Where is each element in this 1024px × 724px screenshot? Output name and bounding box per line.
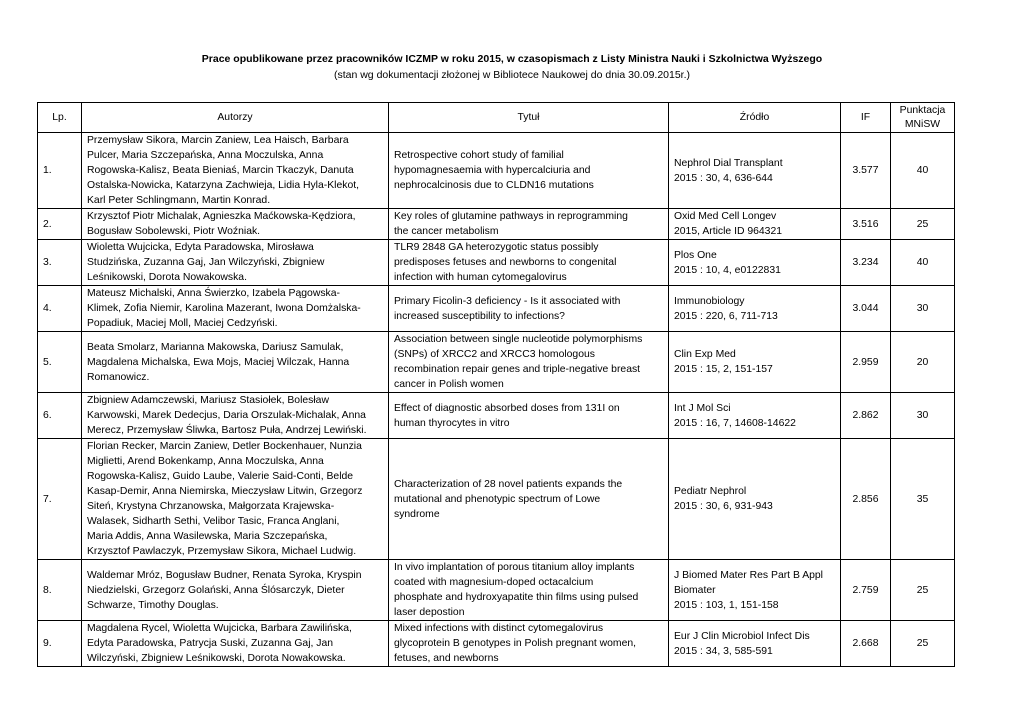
row-number: 2. <box>38 209 82 240</box>
title-line: Retrospective cohort study of familial <box>394 150 564 161</box>
row-authors <box>82 133 389 209</box>
title-line: In vivo implantation of porous titanium alloy implants <box>394 562 635 573</box>
authors-line: Mateusz Michalski, Anna Świerzko, Izabela Pągowska- <box>87 288 340 299</box>
source-line: Biomater <box>674 584 716 596</box>
row-authors <box>82 332 389 393</box>
authors-line: Popadiuk, Maciej Moll, Maciej Cedzyński. <box>87 318 278 329</box>
title-line: recombination repair genes and triple-negative breast <box>394 364 641 375</box>
row-points: 30 <box>891 393 955 439</box>
authors-line: Niedzielski, Grzegorz Golański, Anna Ślósarczyk, Dieter <box>87 584 345 596</box>
authors-line: Schwarze, Timothy Douglas. <box>87 599 219 611</box>
header-title: Tytuł <box>389 103 669 133</box>
table-row <box>38 393 955 439</box>
authors-line: Florian Recker, Marcin Zaniew, Detler Bockenhauer, Nunzia <box>87 441 362 452</box>
table-row <box>38 286 955 332</box>
authors-line: Krzysztof Piotr Michalak, Agnieszka Maćkowska-Kędziora, <box>87 211 356 222</box>
source-line: Immunobiology <box>674 295 745 307</box>
row-source <box>669 209 841 240</box>
header-if: IF <box>841 103 891 133</box>
row-authors <box>82 560 389 621</box>
row-authors <box>82 393 389 439</box>
row-source <box>669 240 841 286</box>
title-line: mutational and phenotypic spectrum of Lowe <box>394 493 601 505</box>
source-line: Plos One <box>674 249 717 261</box>
row-title <box>389 332 669 393</box>
source-line: 2015 : 30, 4, 636-644 <box>674 172 773 184</box>
authors-line: Magdalena Michalska, Ewa Mojs, Maciej Wilczak, Hanna <box>87 356 350 368</box>
authors-line: Pulcer, Maria Szczepańska, Anna Moczulska, Anna <box>87 150 324 161</box>
authors-line: Leśnikowski, Dorota Nowakowska. <box>87 272 247 283</box>
title-line: coated with magnesium-doped octacalcium <box>394 577 594 588</box>
row-points: 25 <box>891 209 955 240</box>
authors-line: Kasap-Demir, Anna Niemirska, Mieczysław Litwin, Grzegorz <box>87 486 363 497</box>
row-impact-factor: 2.668 <box>841 621 891 667</box>
row-points: 40 <box>891 133 955 209</box>
authors-line: Siteń, Krystyna Chrzanowska, Małgorzata Krajewska- <box>87 501 335 512</box>
source-line: 2015, Article ID 964321 <box>674 226 783 237</box>
authors-line: Bogusław Sobolewski, Piotr Woźniak. <box>87 226 261 237</box>
row-source <box>669 621 841 667</box>
row-title <box>389 240 669 286</box>
title-line: cancer in Polish women <box>394 379 504 390</box>
row-source <box>669 286 841 332</box>
header-source: Źródło <box>669 103 841 133</box>
row-number: 5. <box>38 332 82 393</box>
table-row <box>38 332 955 393</box>
title-line: predisposes fetuses and newborns to congenital <box>394 257 617 268</box>
authors-line: Merecz, Przemysław Śliwka, Bartosz Puła, Andrzej Lewiński. <box>87 425 367 436</box>
row-source <box>669 439 841 560</box>
source-line: Int J Mol Sci <box>674 402 731 414</box>
authors-line: Walasek, Sidharth Sethi, Velibor Tasic, Franca Anglani, <box>87 516 340 527</box>
row-authors <box>82 439 389 560</box>
table-row <box>38 621 955 667</box>
table-row <box>38 240 955 286</box>
authors-line: Wilczyński, Zbigniew Leśnikowski, Dorota Nowakowska. <box>87 653 346 664</box>
header-points: Punktacja MNiSW <box>891 103 955 133</box>
authors-line: Karwowski, Marek Dedecjus, Daria Orszulak-Michalak, Anna <box>87 410 366 421</box>
authors-line: Magdalena Rycel, Wioletta Wujcicka, Barbara Zawilińska, <box>87 623 352 634</box>
authors-line: Zbigniew Adamczewski, Mariusz Stasiołek, Bolesław <box>87 395 329 406</box>
table-header-row <box>38 103 955 133</box>
authors-line: Karl Peter Schlingmann, Martin Konrad. <box>87 195 271 206</box>
row-authors <box>82 286 389 332</box>
source-line: 2015 : 15, 2, 151-157 <box>674 364 773 375</box>
row-impact-factor: 3.044 <box>841 286 891 332</box>
authors-line: Ostalska-Nowicka, Katarzyna Zachwieja, Lidia Hyla-Klekot, <box>87 180 359 191</box>
row-source <box>669 393 841 439</box>
header-authors: Autorzy <box>82 103 389 133</box>
row-source <box>669 560 841 621</box>
row-number: 4. <box>38 286 82 332</box>
authors-line: Rogowska-Kalisz, Beata Bieniaś, Marcin Tkaczyk, Danuta <box>87 165 354 176</box>
authors-line: Edyta Paradowska, Patrycja Suski, Zuzanna Gaj, Jan <box>87 638 334 649</box>
source-line: 2015 : 16, 7, 14608-14622 <box>674 417 796 429</box>
title-line: nephrocalcinosis due to CLDN16 mutations <box>394 180 594 191</box>
row-title <box>389 286 669 332</box>
title-line: Association between single nucleotide polymorphisms <box>394 334 643 345</box>
row-number: 3. <box>38 240 82 286</box>
source-line: J Biomed Mater Res Part B Appl <box>674 569 823 581</box>
row-points: 40 <box>891 240 955 286</box>
title-line: human thyrocytes in vitro <box>394 417 510 429</box>
title-line: syndrome <box>394 508 440 520</box>
row-authors <box>82 209 389 240</box>
authors-line: Krzysztof Pawlaczyk, Przemysław Sikora, Michael Ludwig. <box>87 546 357 557</box>
authors-line: Przemysław Sikora, Marcin Zaniew, Lea Haisch, Barbara <box>87 135 349 146</box>
authors-line: Waldemar Mróz, Bogusław Budner, Renata Syroka, Kryspin <box>87 569 362 581</box>
row-title <box>389 621 669 667</box>
authors-line: Beata Smolarz, Marianna Makowska, Dariusz Samulak, <box>87 341 344 353</box>
row-points: 25 <box>891 560 955 621</box>
table-row <box>38 439 955 560</box>
title-line: TLR9 2848 GA heterozygotic status possibly <box>394 242 599 253</box>
header-lp: Lp. <box>38 103 82 133</box>
authors-line: Romanowicz. <box>87 371 150 383</box>
row-number: 7. <box>38 439 82 560</box>
row-impact-factor: 2.856 <box>841 439 891 560</box>
table-row <box>38 209 955 240</box>
title-line: laser depostion <box>394 607 465 618</box>
table-row <box>38 133 955 209</box>
row-title <box>389 560 669 621</box>
authors-line: Studzińska, Zuzanna Gaj, Jan Wilczyński, Zbigniew <box>87 257 325 268</box>
row-title <box>389 133 669 209</box>
authors-line: Maria Addis, Anna Wasilewska, Maria Szczepańska, <box>87 531 328 542</box>
row-source <box>669 332 841 393</box>
title-line: Effect of diagnostic absorbed doses from 131I on <box>394 402 620 414</box>
source-line: 2015 : 220, 6, 711-713 <box>674 310 778 322</box>
title-line: fetuses, and newborns <box>394 653 499 664</box>
source-line: Clin Exp Med <box>674 349 736 360</box>
source-line: 2015 : 30, 6, 931-943 <box>674 501 773 512</box>
authors-line: Klimek, Zofia Niemir, Karolina Mazerant, Iwona Domżalska- <box>87 303 361 314</box>
table-row <box>38 560 955 621</box>
row-impact-factor: 3.516 <box>841 209 891 240</box>
row-source <box>669 133 841 209</box>
title-line: phosphate and hydroxyapatite thin films using pulsed <box>394 592 639 603</box>
source-line: 2015 : 103, 1, 151-158 <box>674 599 779 611</box>
row-number: 8. <box>38 560 82 621</box>
row-impact-factor: 2.862 <box>841 393 891 439</box>
title-line: infection with human cytomegalovirus <box>394 272 567 283</box>
row-impact-factor: 2.959 <box>841 332 891 393</box>
title-line: (SNPs) of XRCC2 and XRCC3 homologous <box>394 349 595 360</box>
row-title <box>389 439 669 560</box>
row-title <box>389 393 669 439</box>
authors-line: Miglietti, Arend Bokenkamp, Anna Moczulska, Anna <box>87 456 324 467</box>
row-impact-factor: 2.759 <box>841 560 891 621</box>
source-line: Eur J Clin Microbiol Infect Dis <box>674 630 810 642</box>
title-line: glycoprotein B genotypes in Polish pregnant women, <box>394 638 637 649</box>
row-impact-factor: 3.234 <box>841 240 891 286</box>
document-subtitle: (stan wg dokumentacji złożonej w Bibliotece Naukowej do dnia 30.09.2015r.) <box>333 69 691 81</box>
source-line: 2015 : 34, 3, 585-591 <box>674 645 773 657</box>
row-points: 25 <box>891 621 955 667</box>
row-title <box>389 209 669 240</box>
title-line: increased susceptibility to infections? <box>394 310 565 322</box>
row-number: 1. <box>38 133 82 209</box>
title-line: the cancer metabolism <box>394 226 499 237</box>
authors-line: Rogowska-Kalisz, Guido Laube, Valerie Said-Conti, Belde <box>87 471 354 482</box>
authors-line: Wioletta Wujcicka, Edyta Paradowska, Mirosława <box>87 242 314 253</box>
row-points: 35 <box>891 439 955 560</box>
source-line: 2015 : 10, 4, e0122831 <box>674 264 781 276</box>
row-number: 9. <box>38 621 82 667</box>
title-line: Characterization of 28 novel patients expands the <box>394 478 623 490</box>
title-line: hypomagnesaemia with hypercalciuria and <box>394 165 591 176</box>
row-authors <box>82 240 389 286</box>
title-line: Key roles of glutamine pathways in reprogramming <box>394 211 628 222</box>
row-points: 30 <box>891 286 955 332</box>
title-line: Primary Ficolin-3 deficiency - Is it associated with <box>394 295 621 307</box>
row-points: 20 <box>891 332 955 393</box>
row-number: 6. <box>38 393 82 439</box>
publications-table <box>37 102 955 667</box>
source-line: Nephrol Dial Transplant <box>674 157 783 169</box>
document-title: Prace opublikowane przez pracowników ICZMP w roku 2015, w czasopismach z Listy Ministra Nauki i Szkolnictwa Wyższego <box>201 53 823 65</box>
title-line: Mixed infections with distinct cytomegalovirus <box>394 623 604 634</box>
source-line: Pediatr Nephrol <box>674 486 747 497</box>
row-impact-factor: 3.577 <box>841 133 891 209</box>
source-line: Oxid Med Cell Longev <box>674 211 777 222</box>
row-authors <box>82 621 389 667</box>
